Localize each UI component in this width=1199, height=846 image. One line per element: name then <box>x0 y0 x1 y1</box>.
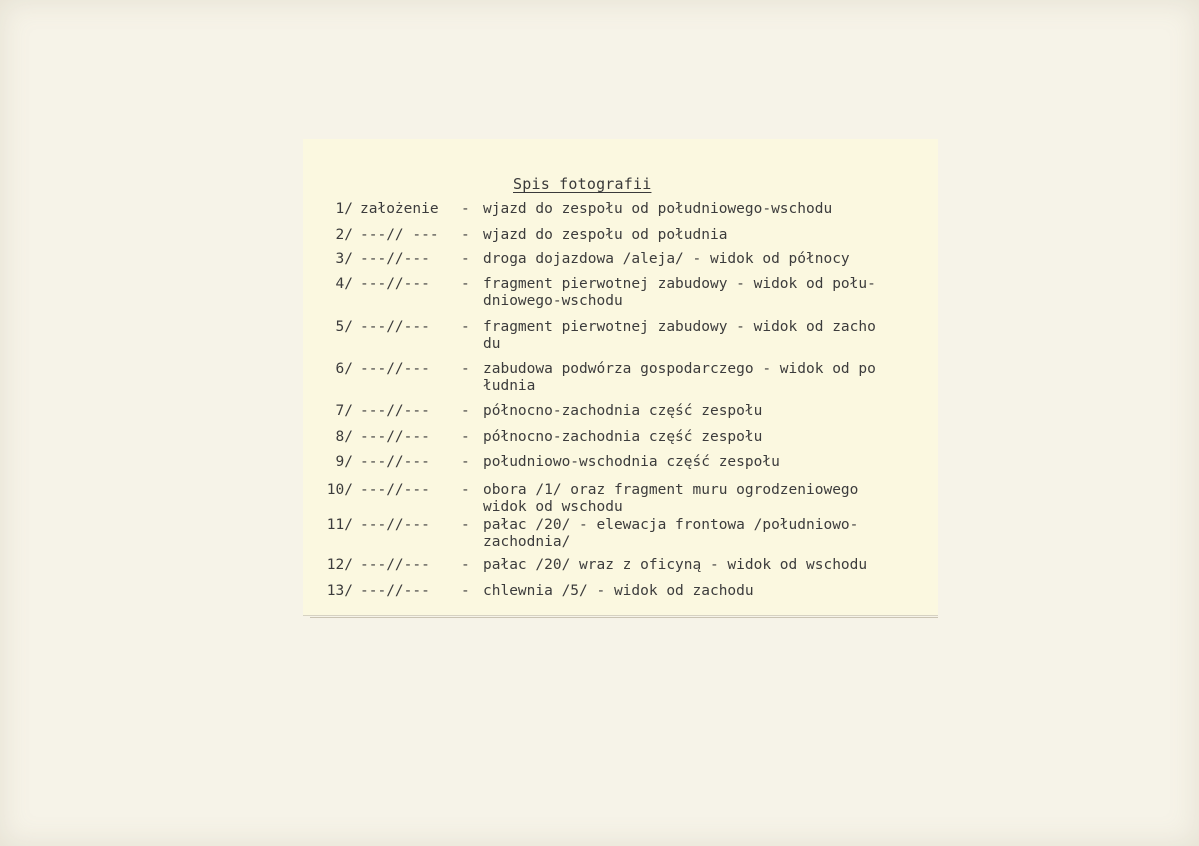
photo-number: 2/ <box>335 227 353 243</box>
separator-dash: - <box>461 403 470 419</box>
photo-number: 4/ <box>335 276 353 292</box>
photo-location: ---//--- <box>360 429 430 445</box>
photo-number: 11/ <box>326 517 353 533</box>
separator-dash: - <box>461 429 470 445</box>
photo-number: 9/ <box>335 454 353 470</box>
photo-location: ---//--- <box>360 361 430 377</box>
separator-dash: - <box>461 251 470 267</box>
photo-location: ---//--- <box>360 403 430 419</box>
separator-dash: - <box>461 583 470 599</box>
photo-location: ---//--- <box>360 517 430 533</box>
photo-description: wjazd do zespołu od południowego-wschodu <box>483 201 833 217</box>
photo-location: ---//--- <box>360 251 430 267</box>
photo-number: 10/ <box>326 482 353 498</box>
photo-location: ---//--- <box>360 319 430 335</box>
photo-number: 3/ <box>335 251 353 267</box>
photo-description: północno-zachodnia część zespołu <box>483 403 763 419</box>
card-bottom-edge <box>310 617 938 618</box>
separator-dash: - <box>461 319 470 335</box>
photo-description: północno-zachodnia część zespołu <box>483 429 763 445</box>
photo-description: droga dojazdowa /aleja/ - widok od północy <box>483 251 850 267</box>
photo-description: fragment pierwotnej zabudowy - widok od połu- dniowego-wschodu <box>483 276 876 309</box>
separator-dash: - <box>461 227 470 243</box>
separator-dash: - <box>461 454 470 470</box>
photo-number: 7/ <box>335 403 353 419</box>
photo-number: 13/ <box>326 583 353 599</box>
photo-location: ---//--- <box>360 276 430 292</box>
photo-location: założenie <box>360 201 439 217</box>
separator-dash: - <box>461 557 470 573</box>
page-title: Spis fotografii <box>513 175 652 193</box>
photo-location: ---// --- <box>360 227 439 243</box>
photo-description: obora /1/ oraz fragment muru ogrodzeniowego widok od wschodu <box>483 482 859 515</box>
photo-number: 12/ <box>326 557 353 573</box>
photo-number: 5/ <box>335 319 353 335</box>
typed-card <box>303 139 938 615</box>
separator-dash: - <box>461 201 470 217</box>
separator-dash: - <box>461 482 470 498</box>
photo-location: ---//--- <box>360 454 430 470</box>
photo-number: 6/ <box>335 361 353 377</box>
photo-description: zabudowa podwórza gospodarczego - widok od po łudnia <box>483 361 876 394</box>
photo-description: pałac /20/ wraz z oficyną - widok od wschodu <box>483 557 868 573</box>
photo-description: fragment pierwotnej zabudowy - widok od zacho du <box>483 319 876 352</box>
photo-description: chlewnia /5/ - widok od zachodu <box>483 583 754 599</box>
photo-description: pałac /20/ - elewacja frontowa /południowo- zachodnia/ <box>483 517 859 550</box>
photo-location: ---//--- <box>360 557 430 573</box>
separator-dash: - <box>461 517 470 533</box>
photo-location: ---//--- <box>360 482 430 498</box>
separator-dash: - <box>461 361 470 377</box>
photo-description: wjazd do zespołu od południa <box>483 227 728 243</box>
photo-description: południowo-wschodnia część zespołu <box>483 454 780 470</box>
photo-number: 8/ <box>335 429 353 445</box>
photo-location: ---//--- <box>360 583 430 599</box>
separator-dash: - <box>461 276 470 292</box>
photo-number: 1/ <box>335 201 353 217</box>
